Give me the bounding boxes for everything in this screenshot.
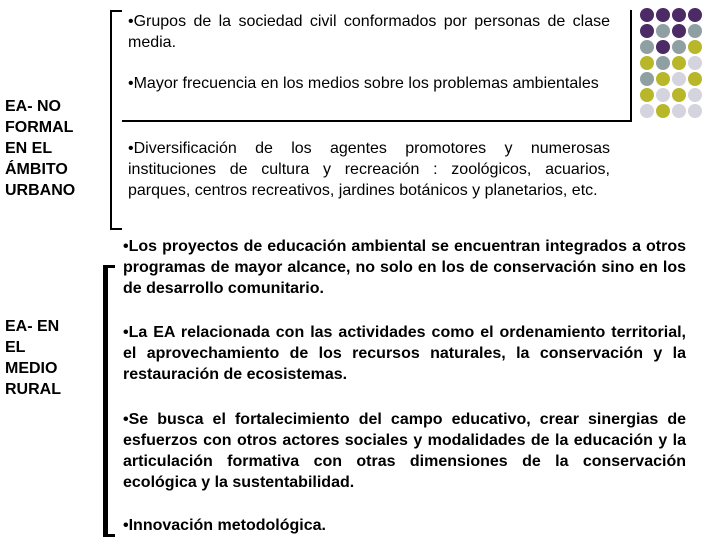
decorative-dot [656, 72, 670, 86]
decorative-dot [672, 24, 686, 38]
decorative-dot [640, 88, 654, 102]
rural-point-4: •Innovación metodológica. [123, 517, 326, 534]
decorative-dot [688, 40, 702, 54]
urban-label-line: FORMAL [5, 119, 74, 136]
decorative-dot [672, 8, 686, 22]
urban-label-line: ÁMBITO [5, 161, 68, 178]
rural-point-1: •Los proyectos de educación ambiental se encuentran integrados a otros programas de mayor alcance, no solo en los de conservación sino en los de desarrollo comunitario. [123, 238, 686, 297]
decorative-dot [640, 72, 654, 86]
decorative-dot [656, 104, 670, 118]
decorative-dot [672, 88, 686, 102]
urban-point-2: •Mayor frecuencia en los medios sobre los problemas ambientales [128, 75, 599, 92]
decorative-dot [640, 24, 654, 38]
decorative-dot [688, 56, 702, 70]
decorative-dot [640, 104, 654, 118]
urban-point-3: •Diversificación de los agentes promotores y numerosas instituciones de cultura y recreación : zoológicos, acuarios, parques, centros recreativos, jardines botánicos y planetarios, etc. [128, 140, 610, 199]
decorative-dot [656, 40, 670, 54]
urban-label-line: EN EL [5, 140, 53, 157]
decorative-dot [656, 56, 670, 70]
decorative-dot-grid [640, 8, 720, 118]
urban-frame-bottom-edge [122, 120, 632, 122]
decorative-dot [688, 24, 702, 38]
urban-point-1: •Grupos de la sociedad civil conformados por personas de clase media. [128, 13, 610, 51]
urban-label-line: EA- NO [5, 98, 61, 115]
decorative-dot [688, 8, 702, 22]
urban-bracket [110, 10, 122, 230]
decorative-dot [672, 40, 686, 54]
rural-label-line: EA- EN [5, 318, 60, 335]
urban-section-label [5, 96, 75, 201]
decorative-dot [688, 88, 702, 102]
rural-point-3: •Se busca el fortalecimiento del campo educativo, crear sinergias de esfuerzos con otros actores sociales y modalidades de la educación y la articulación formativa con otras dimensiones de la conservación ecológica y la sustentabilidad. [123, 411, 686, 491]
urban-frame-right-edge [630, 10, 632, 120]
decorative-dot [640, 8, 654, 22]
decorative-dot [688, 72, 702, 86]
decorative-dot [656, 8, 670, 22]
rural-label-line: EL [5, 339, 26, 356]
decorative-dot [688, 104, 702, 118]
rural-label-line: RURAL [5, 381, 61, 398]
rural-section-label [5, 316, 61, 400]
decorative-dot [672, 72, 686, 86]
rural-bracket [103, 265, 115, 537]
decorative-dot [656, 88, 670, 102]
decorative-dot [640, 56, 654, 70]
decorative-dot [672, 104, 686, 118]
rural-point-2: •La EA relacionada con las actividades como el ordenamiento territorial, el aprovechamiento de los recursos naturales, la conservación y la restauración de ecosistemas. [123, 324, 686, 383]
decorative-dot [656, 24, 670, 38]
decorative-dot [640, 40, 654, 54]
rural-label-line: MEDIO [5, 360, 58, 377]
urban-label-line: URBANO [5, 182, 76, 199]
decorative-dot [672, 56, 686, 70]
